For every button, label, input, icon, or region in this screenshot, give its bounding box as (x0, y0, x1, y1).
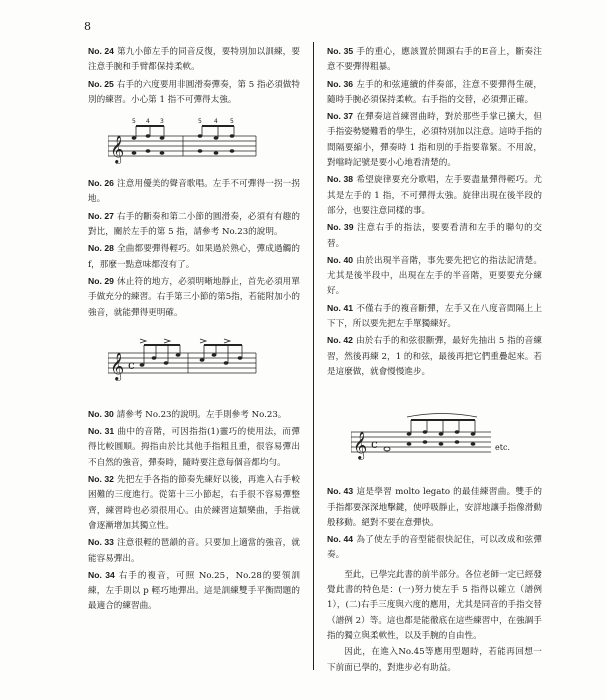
paragraph-no41: No. 41 不僅右手的複音斷彈，左手又在八度音間隔上上下下，所以要先把左手單獨練好。 (327, 302, 542, 330)
page-number: 8 (84, 20, 91, 33)
etc-label: etc. (495, 443, 510, 453)
left-block-2 (88, 176, 300, 321)
closing-paragraph-2: 因此，在進入No.45等應用型題時，若能再回想一下前面已學的，對進步必有助益。 (327, 647, 542, 673)
paragraph-no37: No. 37 在彈奏這首練習曲時，對於那些手掌已擴大，但手指姿勢變難看的學生，必須特別加以注意。這時手指的間隔要縮小，彈奏時 1 指和別的手指要靠緊。不用說，對噹時記號是要小心地看清楚的。 (327, 111, 542, 169)
music-example-2 (108, 335, 300, 381)
paragraph-no29: No. 29 休止符的地方，必須明晰地靜止，首先必須用單手做充分的練習。右手第三小節的第5指，若能附加小的強音，就能彈得更明確。 (88, 275, 300, 318)
paragraph-no32: No. 32 先把左手各指的節奏先練好以後，再進入右手較困難的三度進行。從第十三小節起，右手很不容易彈整齊，練習時也必須很用心。由於練習這類樂曲，手指就會逐漸增加其獨立性。 (88, 474, 300, 531)
column-divider (313, 42, 314, 670)
music-example-1 (108, 116, 300, 166)
slur-mark (407, 414, 477, 418)
svg-text:c: c (371, 437, 378, 452)
closing-paragraph-1: 至此，已學完此書的前半部分。各位老師一定已經發覺此書的特色是：(一)努力使左手 5 指得以確立（譜例 1），(二)右手三度與六度的應用，尤其是同音的手指交替（譜例 2）等。這也都是能徹底在這些練習中，在強調手指的獨立與柔軟性，以及手腕的自由性。 (327, 569, 542, 641)
fingering-3: 3 (160, 118, 164, 126)
paragraph-no36: No. 36 左手的和弦連續的伴奏部，注意不要彈得生硬，隨時手腕必須保持柔軟。右手指的交替，必須彈正確。 (327, 78, 542, 105)
staff-notation-legato (351, 412, 521, 462)
paragraph-no25: No. 25 右手的六度要用非圓滑奏彈奏，第 5 指必須做特別的練習。小心第 1 指不可彈得太強。 (88, 78, 300, 105)
paragraph-no33: No. 33 注意很輕的琶韻的音。只要加上適當的強音，就能容易彈出。 (88, 537, 300, 564)
music-example-3 (351, 412, 542, 462)
right-block-1 (327, 44, 542, 380)
paragraph-no34: No. 34 右手的複音，可照 No.25，No.28的要領訓練，左手則以 p 輕巧地彈出。這是訓練雙手平衡問題的最適合的練習曲。 (88, 569, 301, 612)
fingering-2: 4 (146, 118, 150, 126)
staff-notation-staccato (108, 335, 258, 381)
paragraph-no24: No. 24 第九小節左手的同音反復，要特別加以訓練，要注意手腕和手臂都保持柔軟。 (88, 46, 300, 73)
svg-text:c: c (128, 357, 135, 372)
left-block-1 (88, 44, 300, 108)
right-column (327, 44, 542, 677)
accent-marks (140, 339, 230, 343)
paragraph-no30: No. 30 請參考 No.23的說明。左手則參考 No.23。 (88, 408, 287, 420)
paragraph-no31: No. 31 曲中的音階，可因指指(1)靈巧的使用法，而彈得比較圓順。拇指由於比其他手指粗且重，很容易彈出不自然的強音，彈奏時，隨時要注意每個音都均勻。 (88, 426, 300, 468)
fingering-6: 5 (230, 118, 234, 126)
paragraph-no26: No. 26 注意用優美的聲音歌唱。左手不可彈得一拐一拐地。 (88, 178, 300, 205)
paragraph-no43: No. 43 這是學習 molto legato 的最佳練習曲。雙手的手指都要深深地擊鍵，使呼吸靜止，安詳地讓手指像滑動般移動。絕對不要在意彈快。 (327, 486, 542, 528)
right-block-2 (327, 484, 542, 676)
fingering-5: 4 (214, 118, 218, 126)
paragraph-no42: No. 42 由於右手的和弦很斷彈，最好先抽出 5 指的音練習，然後再練 2，1 的和弦，最後再把它們重疊起來。若是這麼做，就會慢慢進步。 (327, 335, 542, 377)
svg-text:𝄞: 𝄞 (110, 135, 125, 164)
paragraph-no40: No. 40 由於出現半音階，事先要先把它的指法記清楚。尤其是後半段中，出現在左手的半音階，更要要充分練好。 (327, 254, 542, 297)
paragraph-no44: No. 44 為了使左手的音型能很快記住，可以改成和弦彈奏。 (327, 534, 542, 561)
staff-notation-sixths (108, 116, 258, 166)
svg-text:𝄞: 𝄞 (353, 431, 368, 460)
fingering-1: 5 (132, 118, 136, 126)
paragraph-no27: No. 27 右手的斷奏和第二小節的圓滑奏，必須有有趣的對比，關於左手的第 5 指，請參考 No.23的說明。 (88, 210, 300, 238)
paragraph-no38: No. 38 希望旋律要充分歌唱，左手要盡量彈得輕巧。尤其是左手的 1 指，不可彈得太強。旋律出現在後半段的部分，也要注意同樣的事。 (327, 174, 542, 216)
fingering-4: 5 (198, 118, 202, 126)
paragraph-no35: No. 35 手的重心，應該置於開頭右手的E音上，斷奏注意不要彈得粗暴。 (327, 46, 542, 73)
svg-text:𝄞: 𝄞 (110, 351, 125, 380)
left-column (88, 44, 300, 616)
left-block-3 (88, 407, 300, 615)
paragraph-no39: No. 39 注意右手的指法，要要看清和左手的聯句的交替。 (327, 222, 542, 249)
paragraph-no28: No. 28 全曲都要彈得輕巧。如果過於熟心，彈成過觸的 f，那麼一點意味都沒有了。 (88, 243, 300, 270)
